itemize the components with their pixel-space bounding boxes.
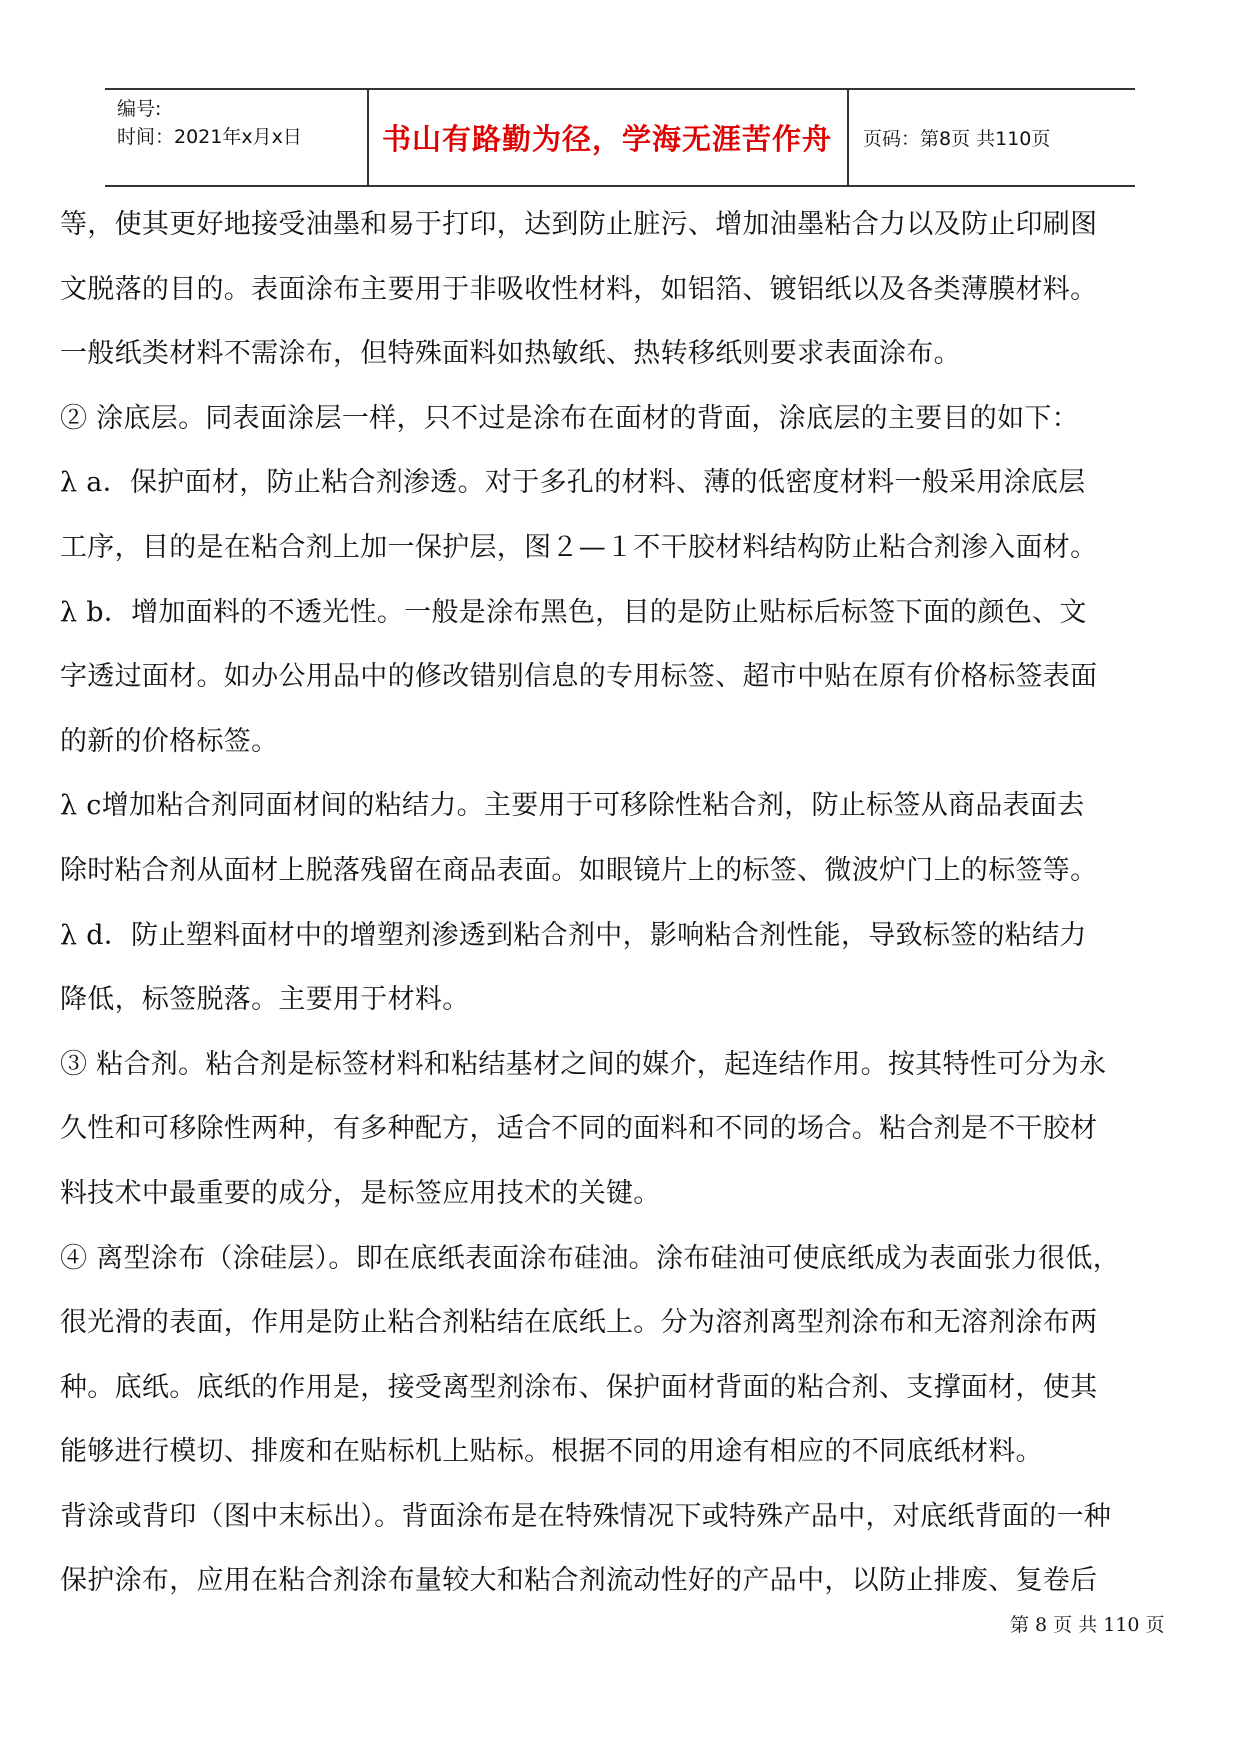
body-line: ② 涂底层。同表面涂层一样，只不过是涂布在面材的背面，涂底层的主要目的如下： [60, 402, 1079, 434]
body-line: λ d．防止塑料面材中的增塑剂渗透到粘合剂中，影响粘合剂性能，导致标签的粘结力 [60, 919, 1087, 951]
header-page-label: 页码：第8页 共110页 [863, 128, 1051, 150]
body-line: 能够进行模切、排废和在贴标机上贴标。根据不同的用途有相应的不同底纸材料。 [60, 1436, 1043, 1468]
body-line: 降低，标签脱落。主要用于材料。 [60, 984, 470, 1016]
body-line: 除时粘合剂从面材上脱落残留在商品表面。如眼镜片上的标签、微波炉门上的标签等。 [60, 854, 1098, 886]
body-line: λ b．增加面料的不透光性。一般是涂布黑色，目的是防止贴标后标签下面的颜色、文 [60, 596, 1087, 628]
body-line: 料技术中最重要的成分，是标签应用技术的关键。 [60, 1177, 661, 1209]
body-line: 保护涂布，应用在粘合剂涂布量较大和粘合剂流动性好的产品中，以防止排废、复卷后 [60, 1565, 1098, 1597]
body-line: 种。底纸。底纸的作用是，接受离型剂涂布、保护面材背面的粘合剂、支撑面材，使其 [60, 1371, 1098, 1403]
header-motto-cell [367, 90, 849, 185]
body-line: 文脱落的目的。表面涂布主要用于非吸收性材料，如铝箔、镀铝纸以及各类薄膜材料。 [60, 273, 1098, 305]
header-motto: 书山有路勤为径，学海无涯苦作舟 [381, 122, 832, 156]
page-footer: 第 8 页 共 110 页 [1010, 1614, 1165, 1636]
body-line: 工序，目的是在粘合剂上加一保护层，图２—１不干胶材料结构防止粘合剂渗入面材。 [60, 531, 1098, 563]
document-time-label: 时间：2021年x月x日 [117, 126, 302, 148]
body-line: λ a．保护面材，防止粘合剂渗透。对于多孔的材料、薄的低密度材料一般采用涂底层 [60, 467, 1086, 499]
body-line: 很光滑的表面，作用是防止粘合剂粘结在底纸上。分为溶剂离型剂涂布和无溶剂涂布两 [60, 1307, 1098, 1339]
page-header [105, 88, 1135, 187]
body-line: ③ 粘合剂。粘合剂是标签材料和粘结基材之间的媒介，起连结作用。按其特性可分为永 [60, 1048, 1107, 1080]
body-line: 的新的价格标签。 [60, 725, 279, 757]
header-page-cell [849, 90, 1135, 185]
body-line: λ c增加粘合剂同面材间的粘结力。主要用于可移除性粘合剂，防止标签从商品表面去 [60, 790, 1085, 822]
document-body [60, 193, 1185, 1614]
body-line: 背涂或背印（图中末标出）。背面涂布是在特殊情况下或特殊产品中，对底纸背面的一种 [60, 1500, 1112, 1532]
header-info-cell [105, 90, 369, 185]
body-line: 字透过面材。如办公用品中的修改错别信息的专用标签、超市中贴在原有价格标签表面 [60, 661, 1098, 693]
body-line: 等，使其更好地接受油墨和易于打印，达到防止脏污、增加油墨粘合力以及防止印刷图 [60, 209, 1098, 240]
document-number-label: 编号: [117, 98, 162, 120]
body-line: 一般纸类材料不需涂布，但特殊面料如热敏纸、热转移纸则要求表面涂布。 [60, 338, 961, 370]
body-line: 久性和可移除性两种，有多种配方，适合不同的面料和不同的场合。粘合剂是不干胶材 [60, 1113, 1098, 1145]
body-line: ④ 离型涂布（涂硅层）。即在底纸表面涂布硅油。涂布硅油可使底纸成为表面张力很低， [60, 1242, 1121, 1274]
